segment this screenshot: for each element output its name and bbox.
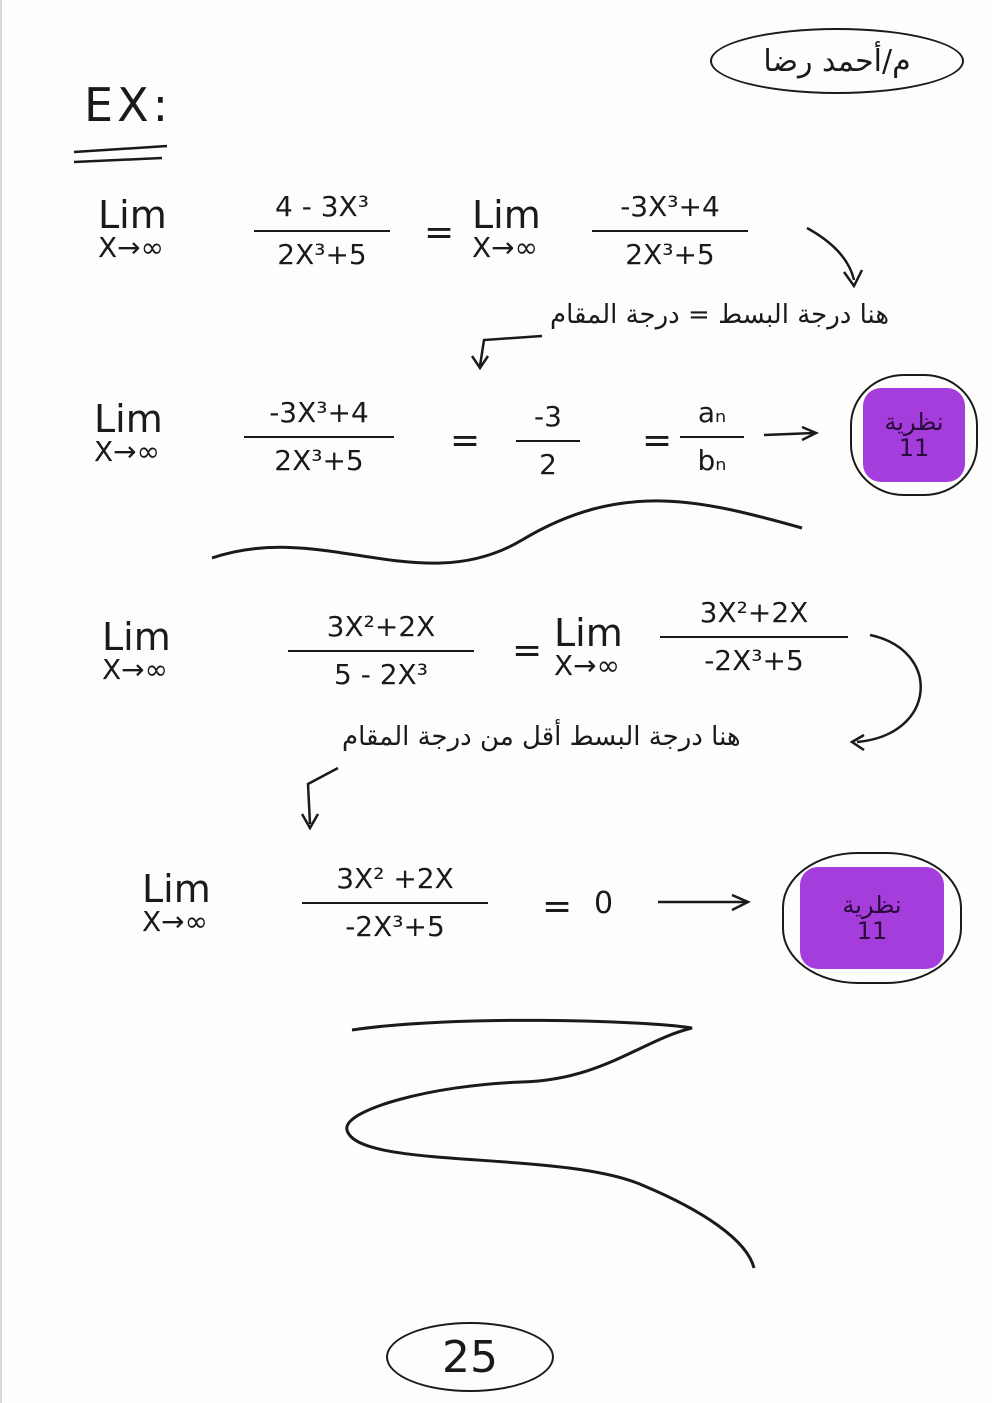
fraction-bar bbox=[660, 636, 848, 638]
denominator: 2 bbox=[539, 447, 557, 481]
theorem-highlight bbox=[863, 388, 965, 482]
lim-subscript: X→∞ bbox=[554, 649, 620, 682]
theorem-highlight bbox=[800, 867, 944, 969]
theorem-number: 11 bbox=[856, 916, 888, 945]
fraction-bar bbox=[302, 902, 488, 904]
fraction-bar bbox=[254, 230, 390, 232]
denominator: -2X³+5 bbox=[704, 643, 804, 677]
theorem-word: نظرية bbox=[884, 407, 944, 436]
limit-operator bbox=[98, 193, 167, 264]
page-number: 25 bbox=[386, 1322, 554, 1392]
limit-operator bbox=[142, 867, 211, 938]
fraction bbox=[302, 862, 488, 943]
example-label: EX: bbox=[84, 78, 173, 132]
author-signature: م/أحمد رضا bbox=[710, 28, 964, 94]
theorem-badge bbox=[850, 374, 978, 496]
lim-subscript: X→∞ bbox=[142, 905, 208, 938]
equals-sign: = bbox=[450, 420, 481, 461]
lim-subscript: X→∞ bbox=[98, 231, 164, 264]
denominator: 2X³+5 bbox=[277, 237, 367, 271]
limit-operator bbox=[94, 397, 163, 468]
numerator: -3 bbox=[534, 400, 562, 433]
limit-operator bbox=[472, 193, 541, 264]
numerator: 3X²+2X bbox=[699, 596, 809, 629]
degree-note: هنا درجة البسط أقل من درجة المقام bbox=[342, 722, 741, 752]
fraction-bar bbox=[244, 436, 394, 438]
lim-word: Lim bbox=[472, 193, 541, 237]
ratio-fraction bbox=[680, 396, 744, 477]
fraction bbox=[254, 190, 390, 271]
denominator: 2X³+5 bbox=[274, 443, 364, 477]
theorem-badge bbox=[782, 852, 962, 984]
lim-word: Lim bbox=[98, 193, 167, 237]
numerator: aₙ bbox=[697, 396, 727, 429]
lim-word: Lim bbox=[102, 615, 171, 659]
equals-sign: = bbox=[542, 886, 573, 927]
fraction-bar bbox=[288, 650, 474, 652]
numerator: 4 - 3X³ bbox=[275, 190, 369, 223]
lim-word: Lim bbox=[142, 867, 211, 911]
fraction bbox=[244, 396, 394, 477]
fraction-bar bbox=[516, 440, 580, 442]
numerator: 3X² +2X bbox=[336, 862, 454, 895]
limit-operator bbox=[554, 611, 623, 682]
equals-sign: = bbox=[512, 630, 543, 671]
denominator: -2X³+5 bbox=[345, 909, 445, 943]
lim-subscript: X→∞ bbox=[472, 231, 538, 264]
equals-sign: = bbox=[642, 420, 673, 461]
denominator: 2X³+5 bbox=[625, 237, 715, 271]
fraction-bar bbox=[592, 230, 748, 232]
lim-subscript: X→∞ bbox=[102, 653, 168, 686]
degree-note: هنا درجة البسط = درجة المقام bbox=[550, 300, 890, 330]
fraction-bar bbox=[680, 436, 744, 438]
fraction bbox=[592, 190, 748, 271]
lim-word: Lim bbox=[554, 611, 623, 655]
numerator: -3X³+4 bbox=[620, 190, 720, 223]
result-value: 0 bbox=[594, 886, 614, 921]
result-fraction bbox=[516, 400, 580, 481]
denominator: bₙ bbox=[697, 443, 727, 477]
fraction bbox=[660, 596, 848, 677]
fraction bbox=[288, 610, 474, 691]
theorem-word: نظرية bbox=[842, 890, 902, 919]
limit-operator bbox=[102, 615, 171, 686]
denominator: 5 - 2X³ bbox=[334, 657, 428, 691]
theorem-number: 11 bbox=[898, 433, 930, 462]
numerator: -3X³+4 bbox=[269, 396, 369, 429]
lim-subscript: X→∞ bbox=[94, 435, 160, 468]
lim-word: Lim bbox=[94, 397, 163, 441]
numerator: 3X²+2X bbox=[326, 610, 436, 643]
equals-sign: = bbox=[424, 212, 455, 253]
